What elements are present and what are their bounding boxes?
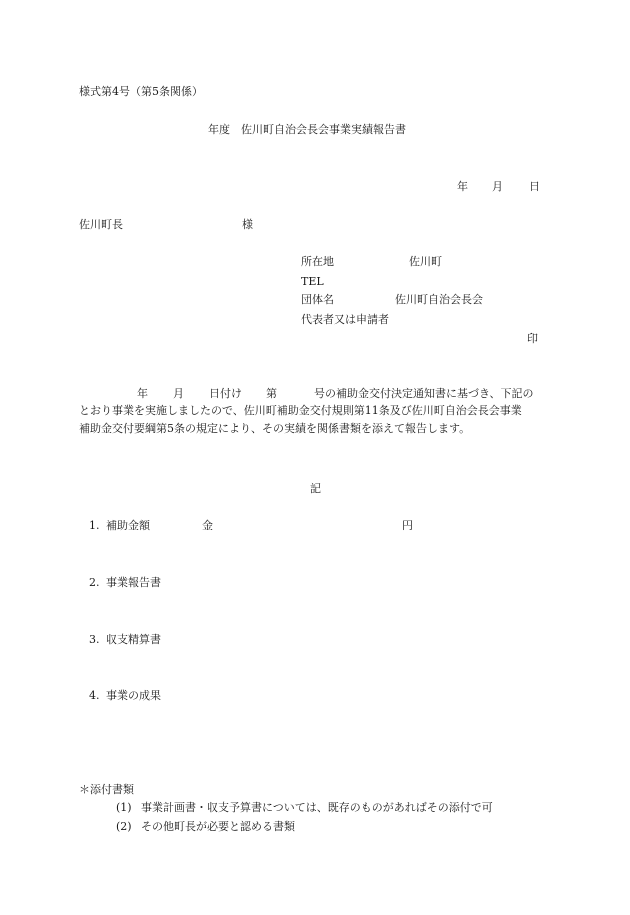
form-number: 様式第4号（第5条関係） [79,85,203,98]
attachment-text: その他町長が必要と認める書類 [141,820,295,833]
item-number: 4. [89,689,100,702]
rep-label: 代表者又は申請者 [301,313,389,326]
amount-prefix: 金 [202,519,213,532]
attachment-number: (2) [116,820,132,833]
tel-label: TEL [301,275,324,288]
body-line3: 補助金交付要綱第5条の規定により、その実績を関係書類を添えて報告します。 [79,422,471,435]
date-month: 月 [492,180,503,193]
body-month: 月 [173,387,184,400]
address-value: 佐川町 [409,255,442,268]
attachments-heading: ＊添付書類 [79,783,134,796]
body-line1-rest: 号の補助金交付決定通知書に基づき、下記の [314,387,534,400]
amount-suffix: 円 [402,519,413,532]
item-number: 2. [89,576,100,589]
org-value: 佐川町自治会長会 [395,293,483,306]
attachment-number: (1) [116,801,132,814]
seal-mark: 印 [527,332,538,345]
body-year: 年 [137,387,148,400]
addressee-name: 佐川町長 [79,218,123,231]
item-label: 事業の成果 [106,689,161,702]
body-number-prefix: 第 [266,387,277,400]
document-title: 年度 佐川町自治会長会事業実績報告書 [208,123,406,136]
item-label: 事業報告書 [106,576,161,589]
date-year: 年 [457,180,468,193]
item-label: 補助金額 [106,519,150,532]
date-day: 日 [529,180,540,193]
ki-heading: 記 [310,482,321,495]
attachment-text: 事業計画書・収支予算書については、既存のものがあればその添付で可 [141,801,493,814]
org-label: 団体名 [301,293,334,306]
address-label: 所在地 [301,255,334,268]
item-number: 1. [89,519,100,532]
item-number: 3. [89,633,100,646]
body-line2: とおり事業を実施しましたので、佐川町補助金交付規則第11条及び佐川町自治会長会事業 [79,404,522,417]
item-label: 収支精算書 [106,633,161,646]
body-day-ref: 日付け [209,387,242,400]
addressee-honorific: 様 [242,218,253,231]
